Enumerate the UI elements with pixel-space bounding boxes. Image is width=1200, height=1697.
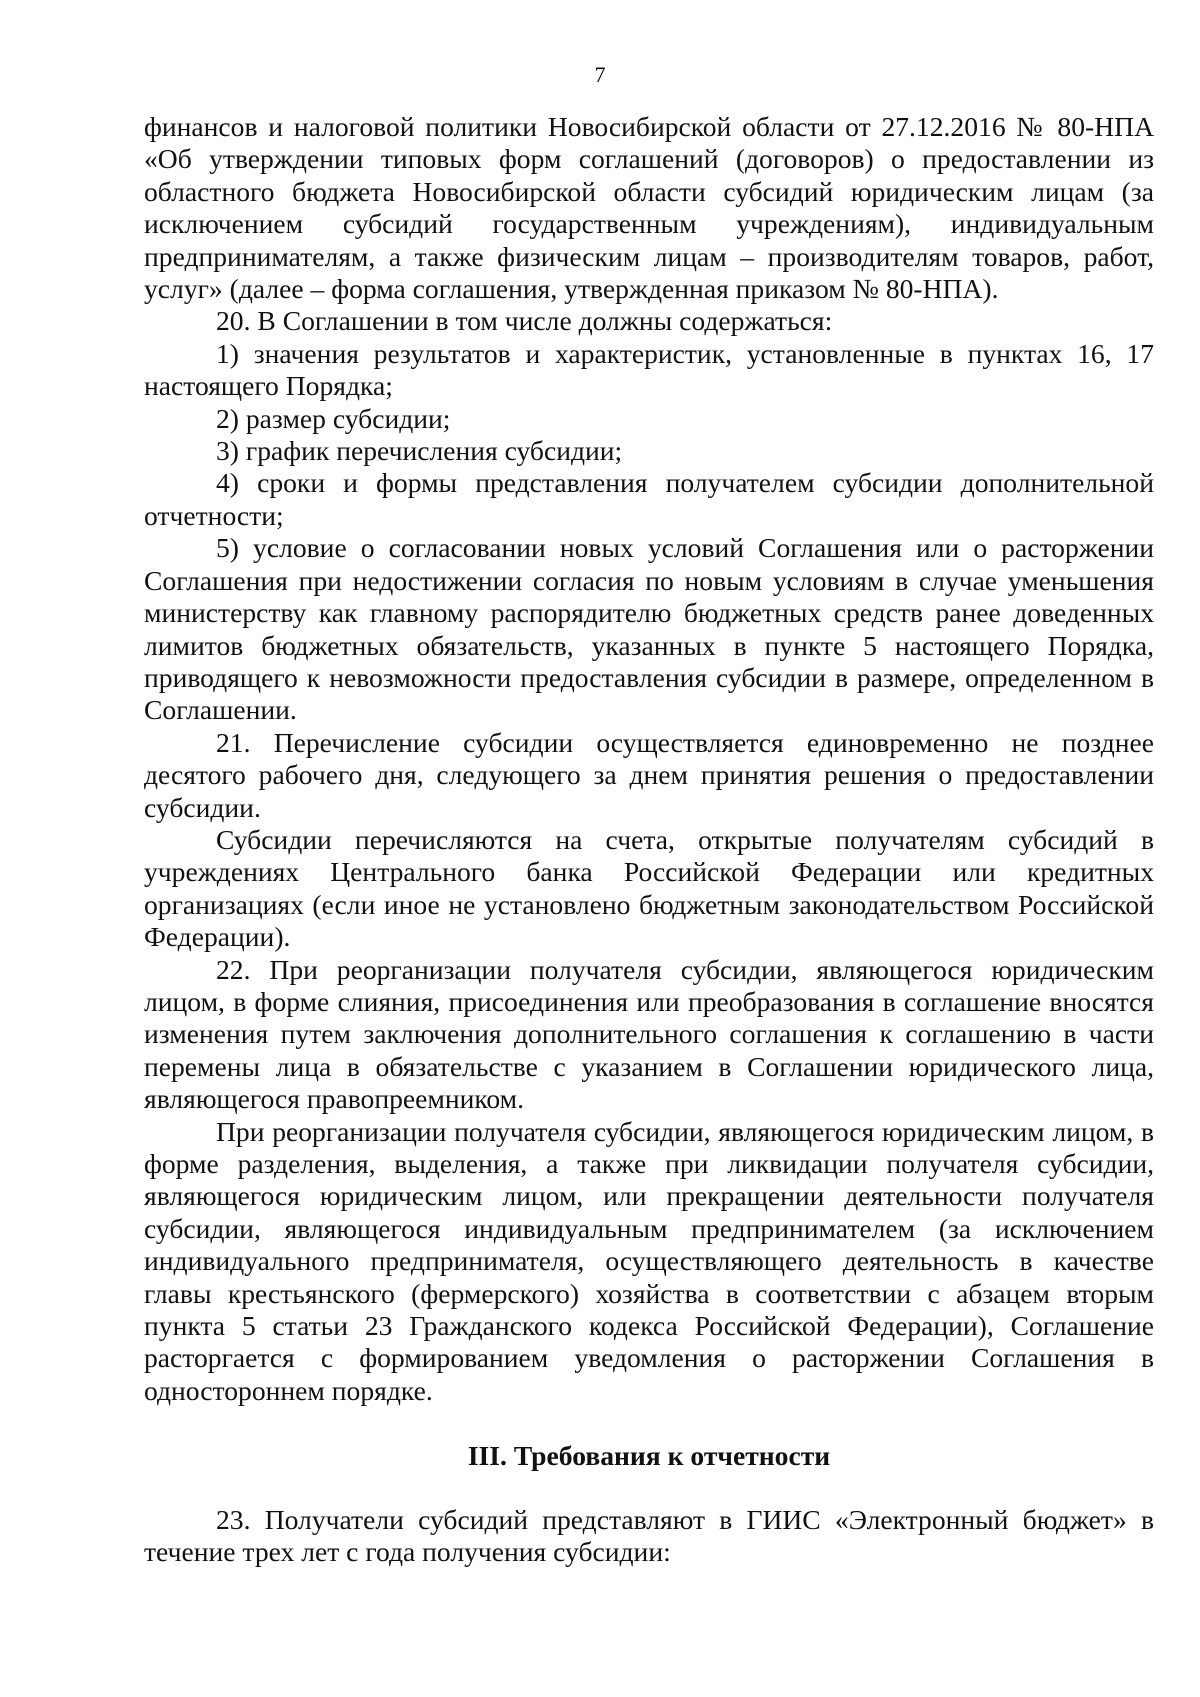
page-number: 7 [594, 62, 606, 87]
paragraph-subitem-4: 4) сроки и формы представления получателем субсидии дополнительной отчетности; [144, 467, 1154, 531]
paragraph-item-21-accounts: Субсидии перечисляются на счета, открытые получателям субсидий в учреждениях Центрального банка Российской Федерации или кредитных организациях (если иное не установлено бюджетным законодательством Российской Федерации). [144, 823, 1154, 953]
paragraph-subitem-3: 3) график перечисления субсидии; [216, 435, 623, 467]
paragraph-subitem-5: 5) условие о согласовании новых условий Соглашения или о расторжении Соглашения при недостижении согласия по новым условиям в случае уменьшения министерству как главному распорядителю бюджетных средств ранее доведенных лимитов бюджетных обязательств, указанных в пункте 5 настоящего Порядка, приводящего к невозможности предоставления субсидии в размере, определенном в Соглашении. [144, 532, 1154, 726]
paragraph-item-21: 21. Перечисление субсидии осуществляется единовременно не позднее десятого рабочего дня, следующего за днем принятия решения о предоставлении субсидии. [144, 726, 1154, 823]
paragraph-subitem-2: 2) размер субсидии; [216, 402, 451, 434]
paragraph-item-20: 20. В Соглашении в том числе должны содержаться: [216, 305, 833, 337]
paragraph-continuation: финансов и налоговой политики Новосибирской области от 27.12.2016 № 80-НПА «Об утверждении типовых форм соглашений (договоров) о предоставлении из областного бюджета Новосибирской области субсидий юридическим лицам (за исключением субсидий государственным учреждениям), индивидуальным предпринимателям, а также физическим лицам – производителям товаров, работ, услуг» (далее – форма соглашения, утвержденная приказом № 80-НПА). [144, 111, 1154, 305]
paragraph-subitem-1: 1) значения результатов и характеристик, установленные в пунктах 16, 17 настоящего Порядка; [144, 337, 1154, 402]
paragraph-item-22: 22. При реорганизации получателя субсидии, являющегося юридическим лицом, в форме слияния, присоединения или преобразования в соглашение вносятся изменения путем заключения дополнительного соглашения к соглашению в части перемены лица в обязательстве с указанием в Соглашении юридического лица, являющегося правопреемником. [144, 953, 1154, 1115]
document-body [144, 111, 1154, 1568]
section-heading: III. Требования к отчетности [467, 1440, 831, 1472]
paragraph-item-22-termination: При реорганизации получателя субсидии, являющегося юридическим лицом, в форме разделения, выделения, а также при ликвидации получателя субсидии, являющегося юридическим лицом, или прекращении деятельности получателя субсидии, являющегося индивидуальным предпринимателем (за исключением индивидуального предпринимателя, осуществляющего деятельность в качестве главы крестьянского (фермерского) хозяйства в соответствии с абзацем вторым пункта 5 статьи 23 Гражданского кодекса Российской Федерации), Соглашение расторгается с формированием уведомления о расторжении Соглашения в одностороннем порядке. [144, 1115, 1154, 1406]
paragraph-item-23: 23. Получатели субсидий представляют в ГИИС «Электронный бюджет» в течение трех лет с года получения субсидии: [144, 1503, 1154, 1568]
